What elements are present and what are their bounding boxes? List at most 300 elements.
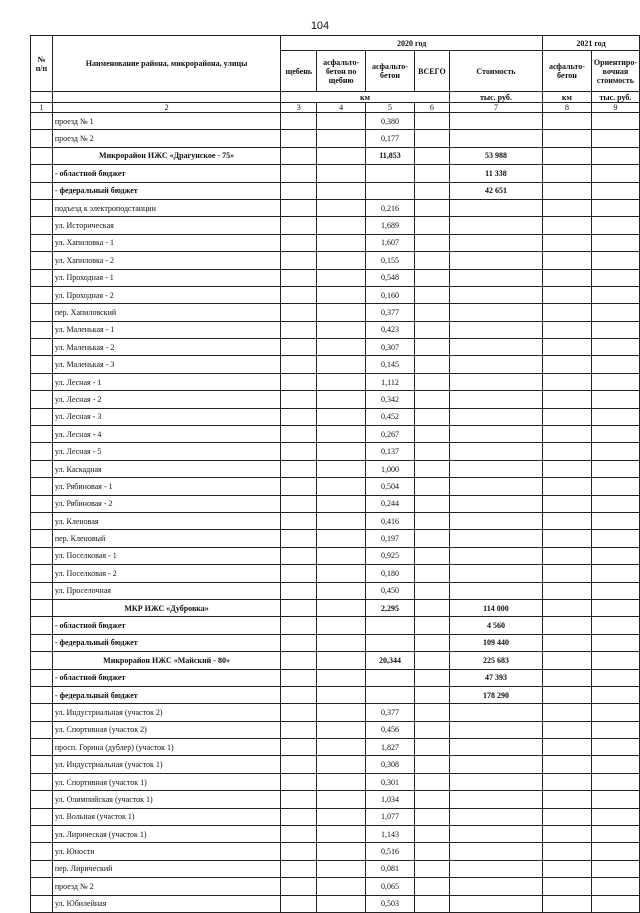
cell-asph-gravel [317,391,366,408]
cell-cost-2021 [591,426,639,443]
table-row [31,113,640,130]
cell-asph-gravel [317,512,366,529]
cell-cost-2021 [591,217,639,234]
cell-gravel [281,652,317,669]
cell-total [414,373,449,390]
cell-asph-gravel [317,878,366,895]
column-number: 9 [591,103,639,113]
cell-asph: 0,065 [366,878,415,895]
column-number: 2 [52,103,280,113]
cell-gravel [281,808,317,825]
cell-name: - федеральный бюджет [52,182,280,199]
cell-asph [366,165,415,182]
cell-asph: 20,344 [366,652,415,669]
cell-asph-2021 [543,147,592,164]
cell-cost-2021 [591,895,639,912]
header-name: Наименование района, микрорайона, улицы [52,36,280,92]
unit-km-2021: км [543,92,592,103]
cell-total [414,582,449,599]
cell-cost-2021 [591,878,639,895]
cell-name: ул. Юбилейная [52,895,280,912]
cell-asph-gravel [317,617,366,634]
cell-cost [449,582,542,599]
cell-asph: 0,180 [366,565,415,582]
table-row [31,147,640,164]
cell-total [414,304,449,321]
cell-asph-gravel [317,252,366,269]
cell-num [31,721,53,738]
cell-asph-gravel [317,165,366,182]
cell-name: ул. Маленькая - 1 [52,321,280,338]
cell-cost-2021 [591,791,639,808]
cell-gravel [281,130,317,147]
table-row [31,843,640,860]
cell-cost-2021 [591,286,639,303]
cell-asph [366,182,415,199]
cell-cost [449,739,542,756]
cell-num [31,147,53,164]
cell-name: пер. Хапиловский [52,304,280,321]
cell-total [414,791,449,808]
cell-cost-2021 [591,339,639,356]
cell-name: ул. Поселковая - 1 [52,547,280,564]
cell-num [31,304,53,321]
column-number: 7 [449,103,542,113]
cell-asph-gravel [317,686,366,703]
cell-name: ул. Лирическая (участок 1) [52,826,280,843]
cell-total [414,669,449,686]
cell-name: проезд № 2 [52,878,280,895]
cell-asph-gravel [317,426,366,443]
cell-num [31,286,53,303]
cell-gravel [281,773,317,790]
cell-asph: 0,197 [366,530,415,547]
cell-name: ул. Спортивная (участок 1) [52,773,280,790]
cell-asph-2021 [543,269,592,286]
cell-cost-2021 [591,669,639,686]
cell-num [31,652,53,669]
cell-cost [449,721,542,738]
cell-name: Микрорайон ИЖС «Майский - 80» [52,652,280,669]
cell-cost-2021 [591,199,639,216]
cell-total [414,147,449,164]
cell-asph-gravel [317,704,366,721]
cell-asph [366,617,415,634]
cell-total [414,704,449,721]
cell-asph-2021 [543,895,592,912]
cell-cost: 4 560 [449,617,542,634]
cell-total [414,165,449,182]
cell-cost [449,756,542,773]
cell-asph-2021 [543,339,592,356]
cell-gravel [281,373,317,390]
table-row [31,617,640,634]
cell-cost [449,304,542,321]
cell-cost [449,843,542,860]
cell-total [414,130,449,147]
cell-cost [449,878,542,895]
table-row [31,704,640,721]
cell-asph-gravel [317,599,366,616]
cell-gravel [281,686,317,703]
cell-cost [449,234,542,251]
cell-name: ул. Проселочная [52,582,280,599]
cell-cost [449,478,542,495]
cell-cost-2021 [591,321,639,338]
cell-asph: 0,380 [366,113,415,130]
cell-cost [449,547,542,564]
cell-gravel [281,339,317,356]
cell-asph [366,686,415,703]
cell-cost-2021 [591,843,639,860]
table-row [31,808,640,825]
cell-name: ул. Индустриальная (участок 2) [52,704,280,721]
header-num: № п/п [31,36,53,92]
cell-total [414,252,449,269]
table-row [31,530,640,547]
cell-num [31,669,53,686]
cell-cost: 178 290 [449,686,542,703]
cell-cost [449,808,542,825]
table-row [31,582,640,599]
cell-asph-2021 [543,478,592,495]
cell-asph: 0,308 [366,756,415,773]
cell-asph-2021 [543,217,592,234]
cell-gravel [281,860,317,877]
cell-asph-gravel [317,843,366,860]
cell-cost-2021 [591,652,639,669]
cell-asph-gravel [317,130,366,147]
header-year-2020: 2020 год [281,36,543,51]
cell-asph-2021 [543,130,592,147]
cell-gravel [281,199,317,216]
cell-name: ул. Лесная - 2 [52,391,280,408]
cell-gravel [281,704,317,721]
cell-cost-2021 [591,530,639,547]
table-row [31,739,640,756]
cell-name: ул. Проходная - 1 [52,269,280,286]
cell-num [31,704,53,721]
cell-asph: 0,456 [366,721,415,738]
cell-total [414,286,449,303]
cell-asph: 1,000 [366,460,415,477]
cell-total [414,478,449,495]
cell-cost-2021 [591,443,639,460]
cell-asph-2021 [543,652,592,669]
table-row [31,443,640,460]
cell-asph-gravel [317,495,366,512]
cell-cost: 114 000 [449,599,542,616]
cell-cost-2021 [591,356,639,373]
cell-num [31,565,53,582]
cell-name: ул. Лесная - 5 [52,443,280,460]
cell-num [31,808,53,825]
cell-asph: 0,267 [366,426,415,443]
cell-total [414,530,449,547]
cell-asph: 0,244 [366,495,415,512]
cell-name: ул. Индустриальная (участок 1) [52,756,280,773]
cell-total [414,773,449,790]
cell-asph-gravel [317,339,366,356]
cell-asph-gravel [317,147,366,164]
cell-cost-2021 [591,495,639,512]
cell-asph-2021 [543,773,592,790]
cell-name: ул. Спортивная (участок 2) [52,721,280,738]
cell-asph: 2,295 [366,599,415,616]
cell-cost [449,704,542,721]
cell-num [31,252,53,269]
cell-name: ул. Юности [52,843,280,860]
cell-asph: 1,143 [366,826,415,843]
cell-name: ул. Лесная - 1 [52,373,280,390]
cell-gravel [281,721,317,738]
cell-cost [449,391,542,408]
cell-asph-gravel [317,895,366,912]
cell-cost-2021 [591,756,639,773]
cell-asph-2021 [543,634,592,651]
cell-num [31,199,53,216]
table-row [31,721,640,738]
cell-total [414,878,449,895]
cell-num [31,165,53,182]
cell-cost: 109 440 [449,634,542,651]
cell-asph-2021 [543,878,592,895]
table-row [31,652,640,669]
cell-gravel [281,756,317,773]
cell-asph-2021 [543,165,592,182]
table-row [31,373,640,390]
cell-num [31,773,53,790]
cell-asph: 0,177 [366,130,415,147]
cell-asph-2021 [543,599,592,616]
cell-cost [449,321,542,338]
cell-gravel [281,791,317,808]
cell-gravel [281,304,317,321]
table-row [31,634,640,651]
cell-asph: 0,145 [366,356,415,373]
cell-asph: 0,416 [366,512,415,529]
cell-num [31,878,53,895]
cell-num [31,826,53,843]
cell-asph-2021 [543,582,592,599]
table-row [31,269,640,286]
cell-asph-2021 [543,704,592,721]
cell-cost-2021 [591,408,639,425]
cell-name: ул. Лесная - 3 [52,408,280,425]
cell-asph-2021 [543,565,592,582]
cell-gravel [281,460,317,477]
cell-cost-2021 [591,686,639,703]
cell-asph-2021 [543,495,592,512]
cell-name: - областной бюджет [52,165,280,182]
cell-asph-2021 [543,391,592,408]
cell-asph-gravel [317,582,366,599]
cell-total [414,199,449,216]
cell-asph: 1,607 [366,234,415,251]
cell-asph: 0,377 [366,304,415,321]
cell-name: ул. Кленовая [52,512,280,529]
cell-total [414,599,449,616]
cell-num [31,460,53,477]
cell-num [31,182,53,199]
cell-cost-2021 [591,773,639,790]
cell-total [414,460,449,477]
cell-cost-2021 [591,165,639,182]
cell-asph-gravel [317,860,366,877]
cell-cost-2021 [591,565,639,582]
cell-gravel [281,843,317,860]
cell-asph: 0,452 [366,408,415,425]
cell-num [31,495,53,512]
cell-asph-gravel [317,634,366,651]
cell-cost [449,426,542,443]
cell-cost [449,252,542,269]
cell-name: ул. Поселковая - 2 [52,565,280,582]
cell-total [414,512,449,529]
header-cost: Стоимость [449,51,542,92]
unit-km: км [281,92,450,103]
cell-asph-2021 [543,826,592,843]
cell-num [31,408,53,425]
table-row [31,426,640,443]
column-number: 5 [366,103,415,113]
header-total: ВСЕГО [414,51,449,92]
cell-gravel [281,217,317,234]
cell-num [31,843,53,860]
cell-asph: 0,516 [366,843,415,860]
cell-asph: 0,307 [366,339,415,356]
cell-total [414,634,449,651]
cell-name: Микрорайон ИЖС «Драгунское - 75» [52,147,280,164]
cell-asph: 0,503 [366,895,415,912]
cell-name: ул. Рябиновая - 1 [52,478,280,495]
column-number: 3 [281,103,317,113]
cell-cost [449,860,542,877]
cell-name: МКР ИЖС «Дубровка» [52,599,280,616]
cell-cost-2021 [591,704,639,721]
table-row [31,165,640,182]
cell-name: ул. Каскадная [52,460,280,477]
cell-asph-gravel [317,269,366,286]
cell-num [31,739,53,756]
cell-asph-gravel [317,408,366,425]
cell-asph: 0,137 [366,443,415,460]
cell-cost [449,199,542,216]
cell-name: пер. Лирический [52,860,280,877]
cell-num [31,895,53,912]
cell-cost-2021 [591,808,639,825]
cell-total [414,426,449,443]
cell-asph-2021 [543,199,592,216]
cell-cost [449,512,542,529]
cell-name: ул. Историческая [52,217,280,234]
cell-cost: 53 988 [449,147,542,164]
cell-name: ул. Рябиновая - 2 [52,495,280,512]
table-row [31,773,640,790]
cell-asph-2021 [543,739,592,756]
cell-cost-2021 [591,130,639,147]
cell-num [31,512,53,529]
cell-asph: 1,112 [366,373,415,390]
header-gravel: щебень [281,51,317,92]
cell-asph-gravel [317,478,366,495]
table-row [31,356,640,373]
cell-name: ул. Вольная (участок 1) [52,808,280,825]
cell-asph-2021 [543,791,592,808]
cell-num [31,234,53,251]
cell-num [31,373,53,390]
cell-name: - областной бюджет [52,669,280,686]
cell-asph-2021 [543,304,592,321]
table-row [31,495,640,512]
cell-cost [449,269,542,286]
cell-gravel [281,599,317,616]
cell-num [31,217,53,234]
table-row [31,217,640,234]
cell-asph-2021 [543,356,592,373]
cell-cost [449,217,542,234]
cell-total [414,808,449,825]
cell-cost [449,408,542,425]
cell-cost [449,495,542,512]
column-number: 6 [414,103,449,113]
cell-total [414,860,449,877]
cell-total [414,686,449,703]
cell-asph-2021 [543,512,592,529]
cell-name: ул. Маленькая - 2 [52,339,280,356]
cell-cost-2021 [591,147,639,164]
cell-total [414,843,449,860]
cell-asph: 1,827 [366,739,415,756]
cell-num [31,113,53,130]
table-body [31,113,640,913]
cell-cost [449,286,542,303]
cell-asph: 0,504 [366,478,415,495]
cell-cost-2021 [591,860,639,877]
table-row [31,304,640,321]
cell-total [414,617,449,634]
cell-gravel [281,234,317,251]
cell-asph-2021 [543,530,592,547]
cell-gravel [281,617,317,634]
cell-gravel [281,252,317,269]
cell-cost-2021 [591,547,639,564]
cell-num [31,547,53,564]
cell-cost: 47 393 [449,669,542,686]
cell-total [414,652,449,669]
table-row [31,252,640,269]
cell-asph-gravel [317,739,366,756]
cell-total [414,182,449,199]
cell-name: ул. Лесная - 4 [52,426,280,443]
cell-gravel [281,426,317,443]
cell-asph: 0,160 [366,286,415,303]
cell-asph-gravel [317,565,366,582]
table-row [31,860,640,877]
cell-gravel [281,356,317,373]
cell-cost-2021 [591,826,639,843]
cell-asph-gravel [317,199,366,216]
cell-asph-gravel [317,182,366,199]
cell-asph-gravel [317,443,366,460]
roads-table [30,35,640,913]
cell-gravel [281,443,317,460]
cell-total [414,721,449,738]
cell-asph: 0,155 [366,252,415,269]
cell-cost-2021 [591,599,639,616]
cell-total [414,356,449,373]
cell-num [31,130,53,147]
